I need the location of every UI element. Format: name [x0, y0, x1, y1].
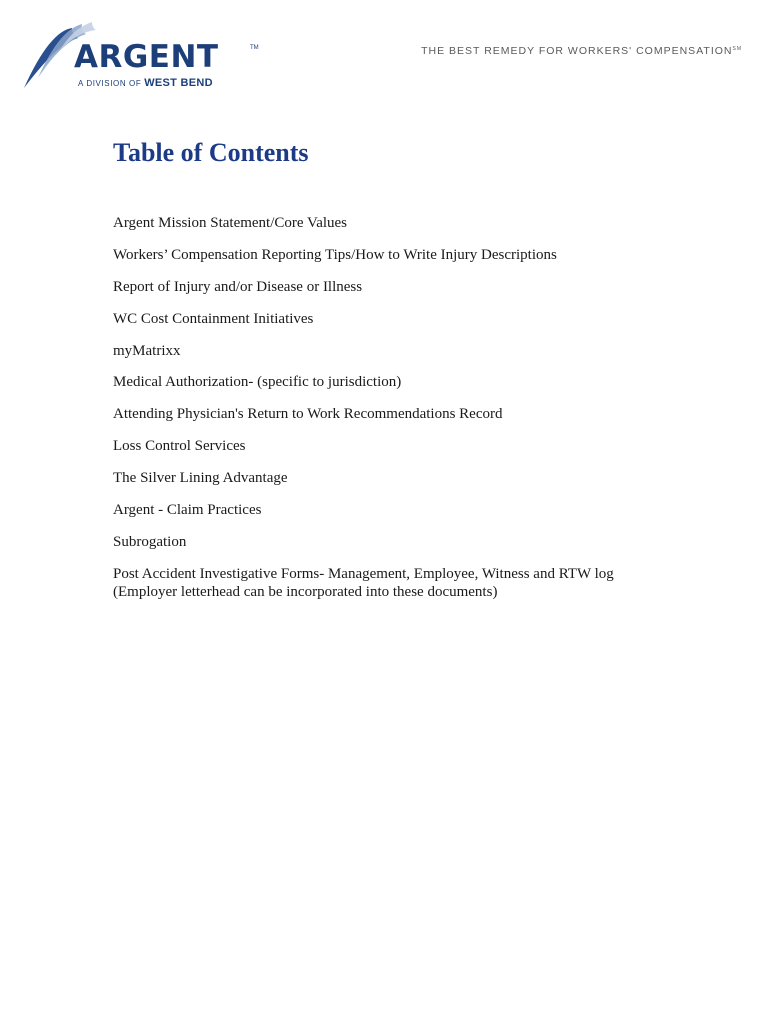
tagline-text: THE BEST REMEDY FOR WORKERS' COMPENSATION	[421, 45, 733, 57]
toc-item	[113, 565, 673, 601]
toc-item-label: Post Accident Investigative Forms- Management, Employee, Witness and RTW log	[113, 565, 614, 582]
toc-item-label: Report of Injury and/or Disease or Illness	[113, 278, 363, 295]
toc-item	[113, 437, 673, 455]
logo-wordmark: ARGENT	[74, 39, 219, 75]
toc-item	[113, 310, 673, 328]
toc-item-label: The Silver Lining Advantage	[113, 470, 288, 487]
toc-item	[113, 278, 673, 296]
logo-division-line	[78, 78, 213, 89]
toc-item	[113, 214, 673, 232]
toc-item-note: (Employer letterhead can be incorporated into these documents)	[113, 583, 498, 600]
toc-item	[113, 501, 673, 519]
toc-item	[113, 373, 673, 391]
toc-item-label: Argent Mission Statement/Core Values	[113, 215, 348, 231]
toc-item	[113, 469, 673, 487]
division-brand: WEST BEND	[144, 77, 213, 89]
tagline-service-mark: SM	[732, 46, 742, 52]
toc-item-label: Workers’ Compensation Reporting Tips/How to Write Injury Descriptions	[113, 246, 557, 263]
toc-item-label: Medical Authorization- (specific to jurisdiction)	[113, 374, 402, 391]
toc-item	[113, 405, 673, 423]
toc-item-label: Subrogation	[113, 533, 187, 550]
toc-item-label: myMatrixx	[113, 342, 181, 359]
argent-logo	[20, 20, 270, 95]
toc-item-label: WC Cost Containment Initiatives	[113, 310, 314, 327]
toc-item-label: Attending Physician's Return to Work Recommendations Record	[113, 406, 503, 423]
page-title: Table of Contents	[113, 138, 309, 167]
toc-item-label: Argent - Claim Practices	[113, 502, 262, 519]
division-prefix: A DIVISION OF	[78, 79, 142, 88]
toc-item	[113, 246, 673, 264]
header-tagline	[421, 45, 742, 57]
toc-item-label: Loss Control Services	[113, 438, 246, 455]
toc-item	[113, 342, 673, 360]
table-of-contents-list	[113, 214, 673, 615]
toc-item	[113, 533, 673, 551]
logo-trademark: TM	[250, 45, 259, 51]
